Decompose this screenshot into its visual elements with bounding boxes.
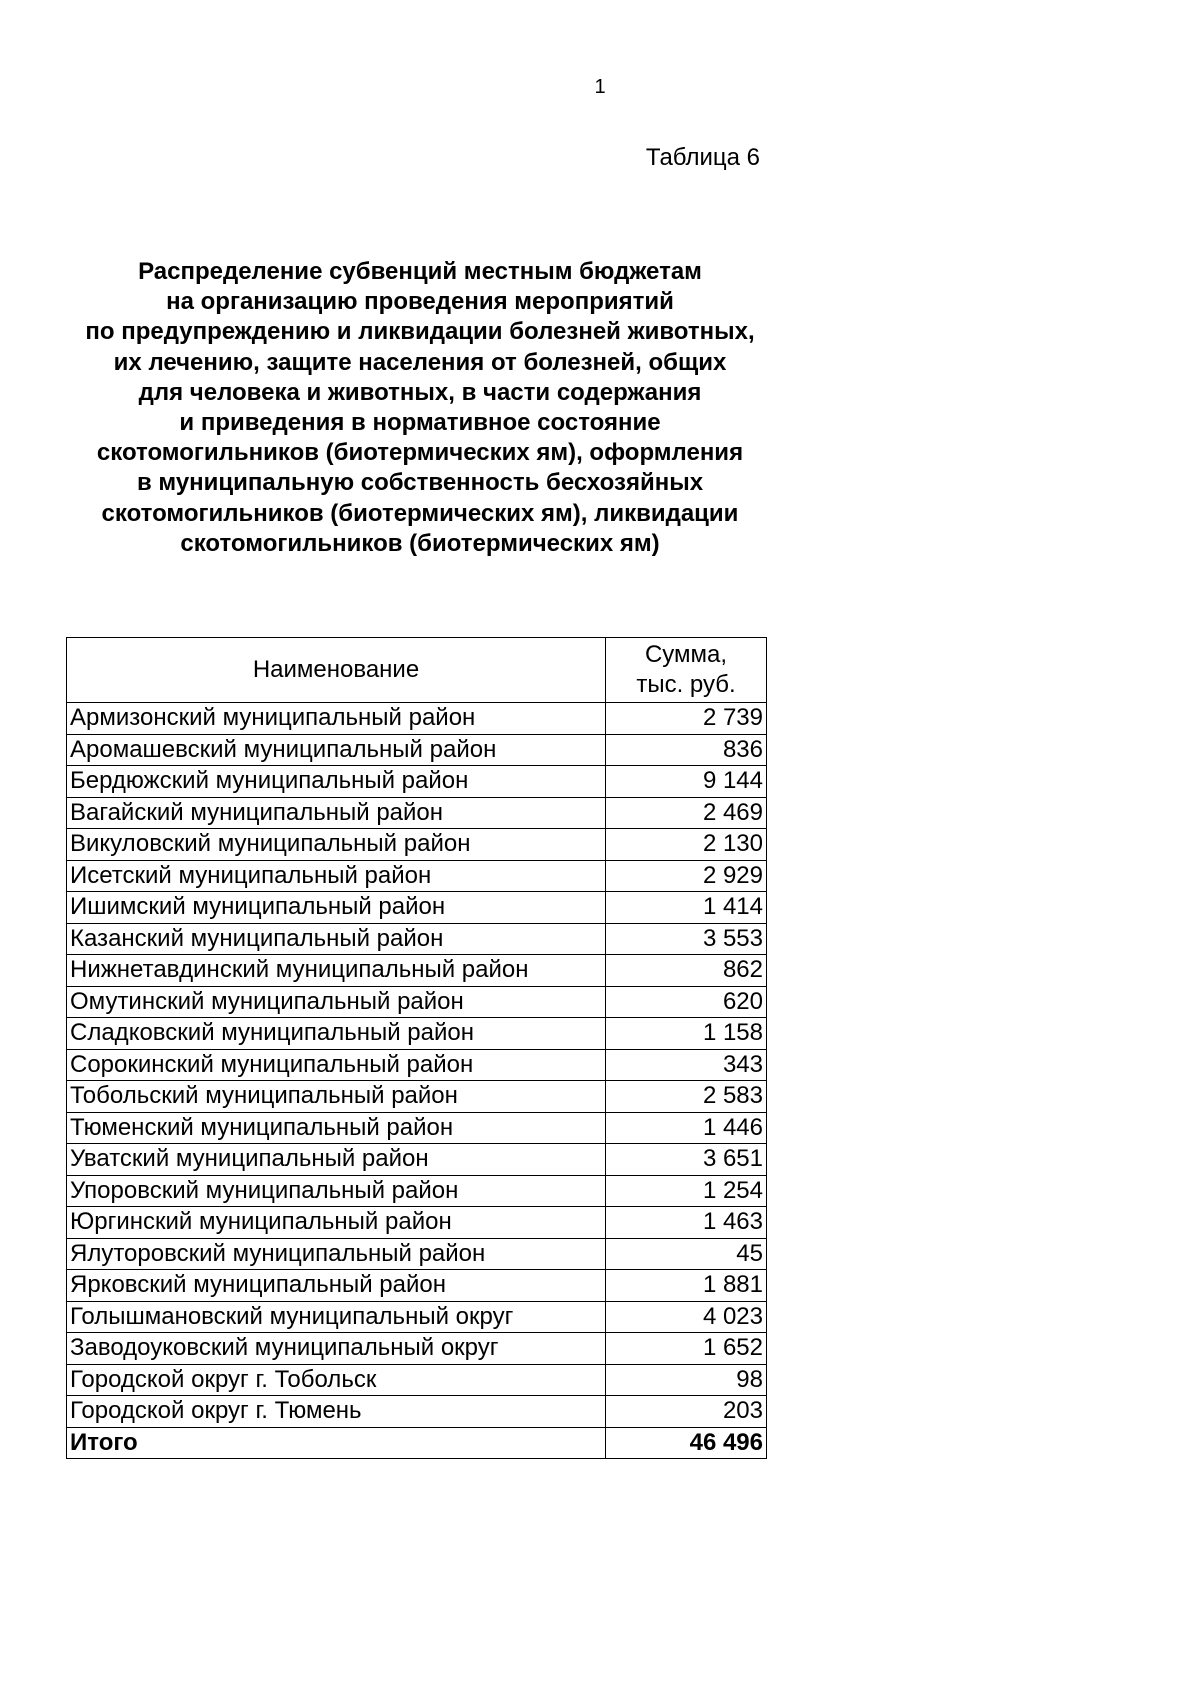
page-number: 1 [594,76,606,98]
row-sum: 1 158 [606,1018,767,1050]
row-sum: 2 739 [606,703,767,735]
row-sum: 343 [606,1049,767,1081]
row-sum: 836 [606,734,767,766]
row-sum: 2 929 [606,860,767,892]
row-sum: 203 [606,1396,767,1428]
table-row [67,955,767,987]
table-row [67,1301,767,1333]
title-line: их лечению, защите населения от болезней, общих [113,348,727,376]
title-line: скотомогильников (биотермических ям) [180,529,660,557]
row-sum: 1 446 [606,1112,767,1144]
table-row [67,986,767,1018]
row-name: Упоровский муниципальный район [67,1175,606,1207]
table-row [67,1049,767,1081]
table-row [67,923,767,955]
row-name: Городской округ г. Тобольск [67,1364,606,1396]
row-sum: 98 [606,1364,767,1396]
row-sum: 1 254 [606,1175,767,1207]
row-name: Юргинский муниципальный район [67,1207,606,1239]
row-name: Тюменский муниципальный район [67,1112,606,1144]
table-row [67,1144,767,1176]
table-header-row [67,638,767,703]
row-sum: 4 023 [606,1301,767,1333]
table-row [67,1112,767,1144]
table-row [67,1018,767,1050]
title-line: для человека и животных, в части содержания [138,378,702,406]
row-sum: 1 463 [606,1207,767,1239]
table-row [67,892,767,924]
table-row [67,1396,767,1428]
row-name: Бердюжский муниципальный район [67,766,606,798]
row-sum: 2 469 [606,797,767,829]
header-sum [606,638,767,703]
row-sum: 620 [606,986,767,1018]
title-line: и приведения в нормативное состояние [179,409,661,437]
row-name: Заводоуковский муниципальный округ [67,1333,606,1365]
total-name: Итого [67,1427,606,1459]
table-row [67,829,767,861]
header-sum-line1: Сумма, [644,641,728,668]
row-name: Омутинский муниципальный район [67,986,606,1018]
row-name: Голышмановский муниципальный округ [67,1301,606,1333]
row-name: Сладковский муниципальный район [67,1018,606,1050]
table-row [67,703,767,735]
table-total-row [67,1427,767,1459]
title-line: по предупреждению и ликвидации болезней животных, [85,318,755,346]
document-title [40,257,800,559]
row-name: Городской округ г. Тюмень [67,1396,606,1428]
row-sum: 45 [606,1238,767,1270]
row-name: Уватский муниципальный район [67,1144,606,1176]
row-sum: 2 130 [606,829,767,861]
row-name: Аромашевский муниципальный район [67,734,606,766]
row-sum: 1 652 [606,1333,767,1365]
row-sum: 1 414 [606,892,767,924]
table-row [67,1175,767,1207]
row-name: Нижнетавдинский муниципальный район [67,955,606,987]
table-row [67,734,767,766]
header-sum-line2: тыс. руб. [636,671,736,698]
total-sum: 46 496 [606,1427,767,1459]
row-sum: 9 144 [606,766,767,798]
title-line: на организацию проведения мероприятий [166,288,674,316]
table-label: Таблица 6 [645,144,760,171]
row-sum: 3 651 [606,1144,767,1176]
row-sum: 3 553 [606,923,767,955]
row-name: Ярковский муниципальный район [67,1270,606,1302]
header-name: Наименование [67,638,606,703]
row-name: Ишимский муниципальный район [67,892,606,924]
row-name: Казанский муниципальный район [67,923,606,955]
subvention-table [66,637,767,1459]
title-line: Распределение субвенций местным бюджетам [138,258,702,285]
title-line: скотомогильников (биотермических ям), ликвидации [101,499,739,527]
title-line: скотомогильников (биотермических ям), оформления [96,439,744,467]
row-name: Сорокинский муниципальный район [67,1049,606,1081]
row-name: Ялуторовский муниципальный район [67,1238,606,1270]
row-name: Вагайский муниципальный район [67,797,606,829]
table-row [67,766,767,798]
table-row [67,860,767,892]
title-line: в муниципальную собственность бесхозяйных [136,469,704,497]
row-name: Викуловский муниципальный район [67,829,606,861]
table-row [67,1238,767,1270]
table-row [67,1207,767,1239]
table-row [67,1333,767,1365]
table-row [67,1081,767,1113]
row-sum: 862 [606,955,767,987]
table-row [67,1270,767,1302]
row-sum: 2 583 [606,1081,767,1113]
row-name: Армизонский муниципальный район [67,703,606,735]
row-name: Тобольский муниципальный район [67,1081,606,1113]
row-name: Исетский муниципальный район [67,860,606,892]
table-row [67,1364,767,1396]
row-sum: 1 881 [606,1270,767,1302]
table-row [67,797,767,829]
